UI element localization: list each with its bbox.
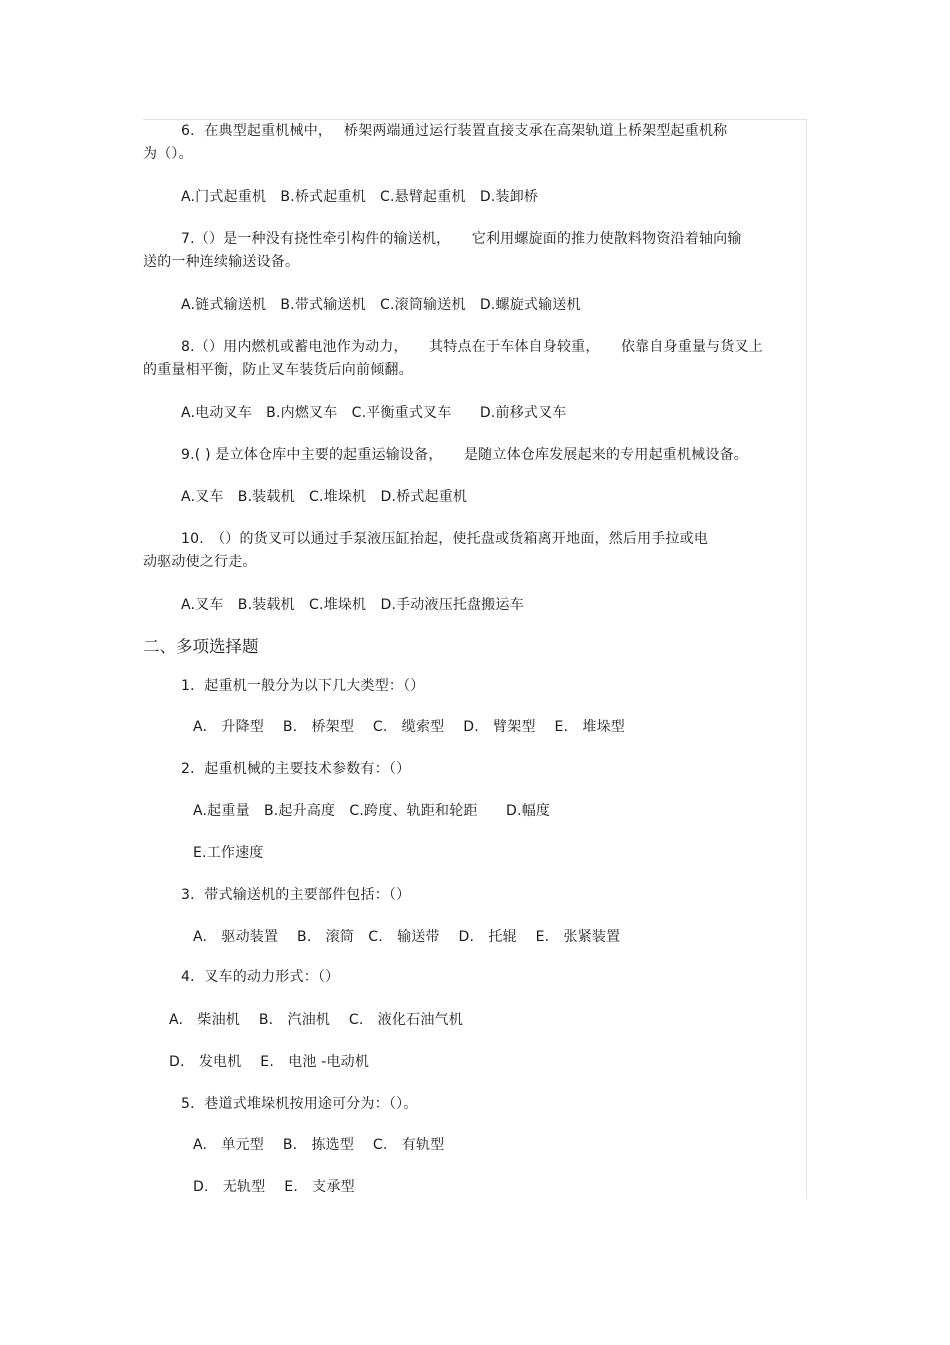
q8-options: A.电动叉车 B.内燃叉车 C.平衡重式叉车 D.前移式叉车: [181, 405, 567, 421]
q6-stem-line1: 6．在典型起重机械中， 桥架两端通过运行装置直接支承在高架轨道上桥架型起重机称: [181, 123, 728, 139]
q10-options: A.叉车 B.装载机 C.堆垛机 D.手动液压托盘搬运车: [181, 597, 524, 613]
mq5-stem: 5．巷道式堆垛机按用途可分为：（）。: [181, 1096, 418, 1112]
mq2-stem: 2．起重机械的主要技术参数有：（）: [181, 761, 411, 777]
q6-stem-line2: 为（）。: [143, 146, 193, 162]
q8-stem-line2: 的重量相平衡，防止叉车装货后向前倾翻。: [143, 362, 413, 378]
q7-stem-line2: 送的一种连续输送设备。: [143, 254, 300, 270]
mq2-options-line1: A.起重量 B.起升高度 C.跨度、轨距和轮距 D.幅度: [193, 803, 551, 819]
mq4-stem: 4．叉车的动力形式：（）: [181, 969, 340, 985]
q9-options: A.叉车 B.装载机 C.堆垛机 D.桥式起重机: [181, 489, 468, 505]
page-frame: [143, 119, 807, 1199]
mq2-options-line2: E.工作速度: [193, 845, 264, 861]
mq3-options: A. 驱动装置 B. 滚筒 C. 输送带 D. 托辊 E. 张紧装置: [193, 929, 621, 945]
mq5-options-line2: D. 无轨型 E. 支承型: [193, 1179, 355, 1195]
q7-stem-line1: 7.（）是一种没有挠性牵引构件的输送机， 它利用螺旋面的推力使散料物资沿着轴向输: [181, 231, 742, 247]
q8-stem-line1: 8.（）用内燃机或蓄电池作为动力， 其特点在于车体自身较重， 依靠自身重量与货叉上: [181, 339, 763, 355]
mq1-stem: 1．起重机一般分为以下几大类型：（）: [181, 678, 425, 694]
q10-stem-line2: 动驱动使之行走。: [143, 554, 257, 570]
mq4-options-line2: D. 发电机 E. 电池 -电动机: [169, 1054, 370, 1070]
mq3-stem: 3．带式输送机的主要部件包括：（）: [181, 887, 411, 903]
section-heading-multi-choice: 二、多项选择题: [143, 637, 259, 656]
mq1-options: A. 升降型 B. 桥架型 C. 缆索型 D. 臂架型 E. 堆垛型: [193, 719, 625, 735]
q7-options: A.链式输送机 B.带式输送机 C.滚筒输送机 D.螺旋式输送机: [181, 297, 581, 313]
q6-options: A.门式起重机 B.桥式起重机 C.悬臂起重机 D.装卸桥: [181, 189, 539, 205]
q10-stem-line1: 10. （）的货叉可以通过手泵液压缸抬起，使托盘或货箱离开地面，然后用手拉或电: [181, 531, 709, 547]
mq5-options-line1: A. 单元型 B. 拣选型 C. 有轨型: [193, 1137, 445, 1153]
q9-stem-line1: 9.( ) 是立体仓库中主要的起重运输设备， 是随立体仓库发展起来的专用起重机械设备。: [181, 447, 748, 463]
mq4-options-line1: A. 柴油机 B. 汽油机 C. 液化石油气机: [169, 1012, 463, 1028]
